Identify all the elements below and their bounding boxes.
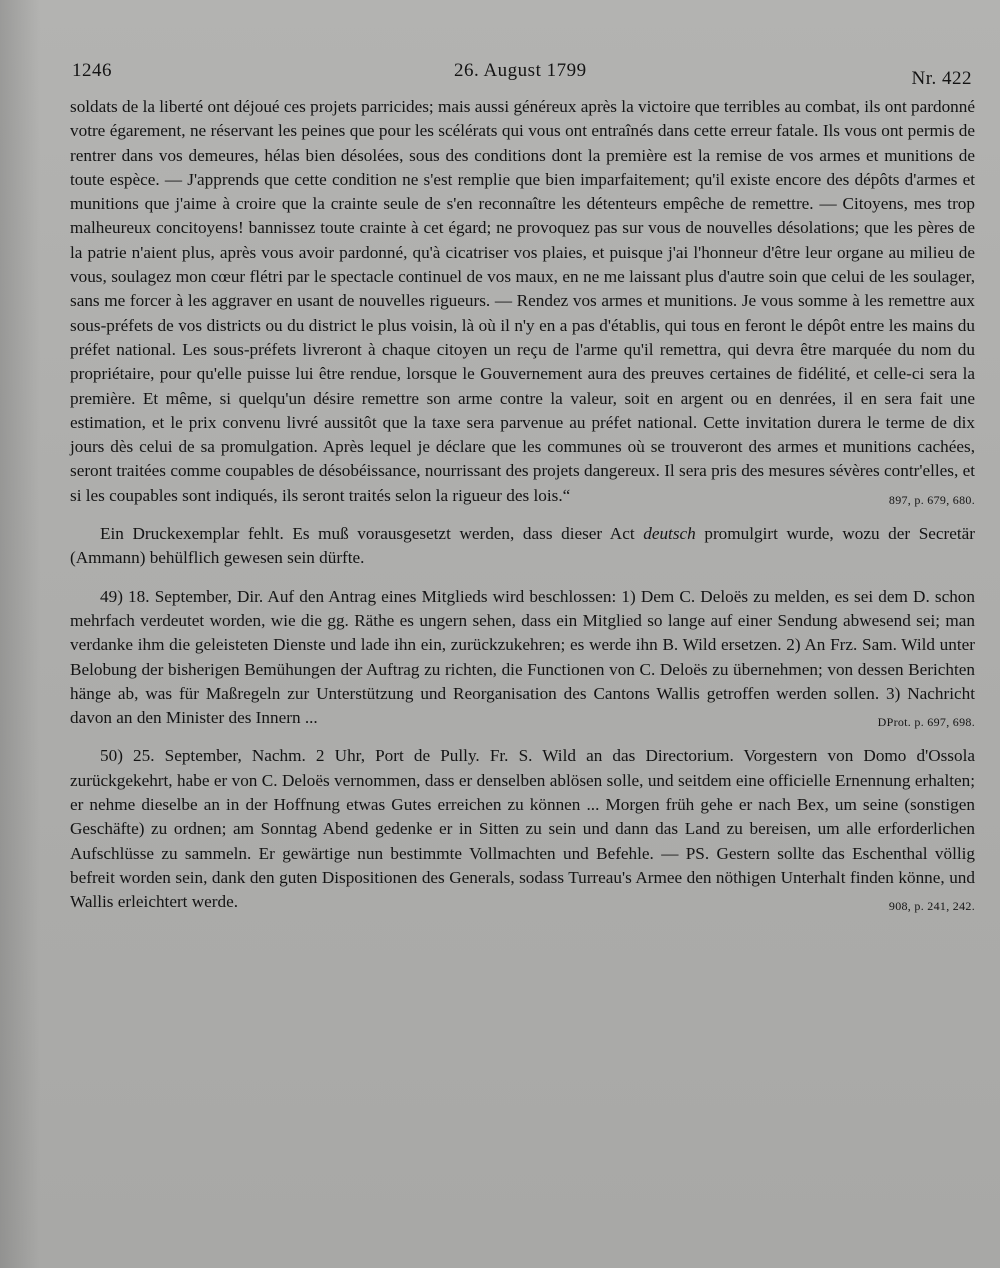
- source-reference: 908, p. 241, 242.: [888, 899, 975, 914]
- paragraph-proclamation-text: soldats de la liberté ont déjoué ces projets parricides; mais aussi généreux après la victoire que terribles au combat, ils ont pardonné votre égarement, ne réservant les peines que pour les scélérats qui vous ont entraînés dans cette erreur fatale. Ils vous ont permis de rentrer dans vos demeures, hélas bien désolées, sous des conditions dont la première est la remise de vos armes et munitions de toute espèce. — J'apprends que cette condition ne s'est remplie que bien imparfaitement; qu'il existe encore des dépôts d'armes et munitions que j'aime à croire que la crainte seule de s'en reconnaître les détenteurs empêche de remettre. — Citoyens, mes trop malheureux concitoyens! bannissez toute crainte à cet égard; ne provoquez pas sur vous de nouvelles désolations; que les pères de la patrie n'aient plus, après vous avoir pardonné, qu'à cicatriser vos plaies, et puisque j'ai l'honneur d'être leur organe au milieu de vous, soulagez mon cœur flétri par le spectacle continuel de vos maux, en ne me laissant plus d'autre soin que celui de les soulager, sans me forcer à les aggraver en usant de nouvelles rigueurs. — Rendez vos armes et munitions. Je vous somme à les remettre aux sous-préfets de vos districts ou du district le plus voisin, là où il n'y en a pas d'établis, qui tous en feront le dépôt entre les mains du préfet national. Les sous-préfets livreront à chaque citoyen un reçu de l'arme qu'il remettra, qui devra être marquée du nom du propriétaire, pour qu'elle puisse lui être rendue, lorsque le Gouvernement aura des preuves certaines de fidélité, et celle-ci sera la première. Et même, si quelqu'un désire remettre son arme contre la valeur, soit en argent ou en denrées, il en sera fait une estimation, et le prix convenu livré aussitôt que la taxe sera parvenue au préfet national. Cette invitation durera le terme de dix jours dès celui de sa promulgation. Après lequel je déclare que les communes où se trouveront des armes et munitions cachées, seront traitées comme coupables de désobéissance, nourrissant des projets dangereux. Il sera pris des mesures sévères contr'elles, et si les coupables sont indiqués, ils seront traités selon la rigueur des lois.“: [70, 97, 975, 505]
- note-italic-word: deutsch: [643, 524, 696, 544]
- paragraph-entry-50: [70, 744, 975, 914]
- source-reference: DProt. p. 697, 698.: [877, 715, 975, 730]
- main-text: [70, 95, 975, 919]
- document-number: Nr. 422: [911, 68, 972, 89]
- running-header: [72, 60, 972, 90]
- source-reference: 897, p. 679, 680.: [888, 492, 975, 507]
- note-text-before: Ein Druckexemplar fehlt. Es muß vorausgesetzt werden, dass dieser Act: [100, 524, 644, 544]
- entry-49-text: 49) 18. September, Dir. Auf den Antrag eines Mitglieds wird beschlossen: 1) Dem C. Deloës zu melden, es sei dem D. schon mehrfach verdeutet worden, wie die gg. Räthe es ungern sehen, dass ein Mitglied so lange auf einer Sendung abwesend sei; man verdanke ihm die geleisteten Dienste und lade ihn ein, zurückzukehren; es werde ihn B. Wild ersetzen. 2) An Frz. Sam. Wild unter Belobung der bisherigen Bemühungen der Auftrag zu richten, die Functionen von C. Deloës zu übernehmen; von dessen Berichten hänge ab, was für Maßregeln zur Unterstützung und Reorganisation des Cantons Wallis getroffen werden sollen. 3) Nachricht davon an den Minister des Innern ...: [70, 586, 975, 728]
- page-number: 1246: [72, 60, 112, 81]
- note-text-after: promulgirt wurde, wozu der Secretär (Ammann) behülflich gewesen sein dürfte.: [70, 524, 975, 568]
- entry-50-text: 50) 25. September, Nachm. 2 Uhr, Port de Pully. Fr. S. Wild an das Directorium. Vorgestern von Domo d'Ossola zurückgekehrt, habe er von C. Deloës vernommen, dass er denselben ablösen solle, und seitdem eine officielle Ernennung erhalten; er nehme dieselbe an in der Hoffnung etwas Gutes erreichen zu können ... Morgen früh gehe er nach Bex, um seine (sonstigen Geschäfte) zu ordnen; am Sonntag Abend gedenke er in Sitten zu sein und dann das Land zu bereisen, um alle erforderlichen Aufschlüsse zu sammeln. Er gewärtige nun bestimmte Vollmachten und Befehle. — PS. Gestern sollte das Eschenthal völlig befreit worden sein, dank den guten Dispositionen des Generals, sodass Turreau's Armee den nöthigen Unterhalt finden könne, und Wallis erleichtert werde.: [70, 746, 975, 912]
- header-date: 26. August 1799: [454, 60, 587, 81]
- paragraph-editorial-note: [70, 522, 975, 571]
- paragraph-entry-49: [70, 585, 975, 731]
- page-gutter-shadow: [0, 0, 40, 1268]
- paragraph-proclamation: [70, 95, 975, 508]
